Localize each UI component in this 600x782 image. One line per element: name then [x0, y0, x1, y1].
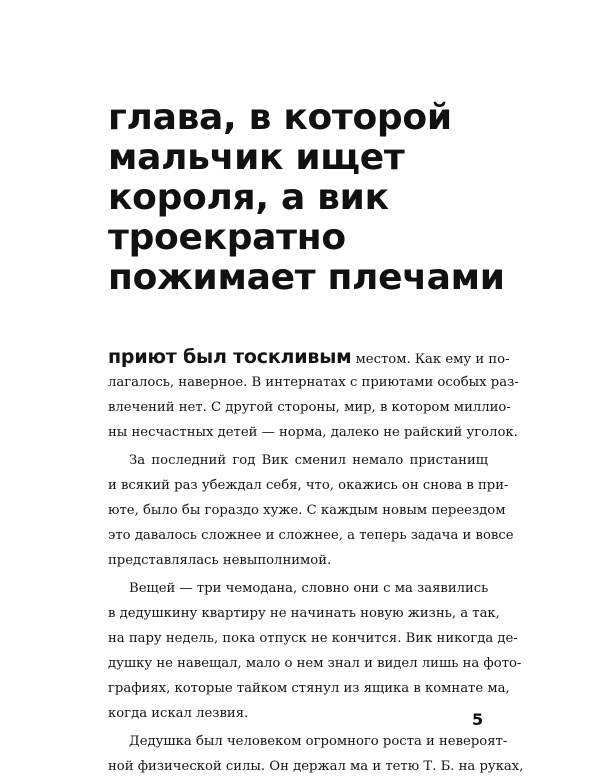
text-line [108, 345, 510, 370]
text-line: ны несчастных детей — норма, далеко не райский уголок. [108, 425, 518, 440]
paragraph-4 [108, 729, 524, 779]
paragraph-2 [108, 448, 514, 573]
text-line: юте, было бы гораздо хуже. С каждым новым переездом [108, 503, 506, 518]
text-line: влечений нет. С другой стороны, мир, в котором миллио- [108, 400, 511, 415]
text-line: и всякий раз убеждал себя, что, окажись он снова в при- [108, 478, 509, 493]
text-line: душку не навещал, мало о нем знал и видел лишь на фото- [108, 656, 522, 671]
text-line: графиях, которые тайком стянул из ящика в комнате ма, [108, 681, 510, 696]
text-line: когда искал лезвия. [108, 706, 249, 721]
text-line: Дедушка был человеком огромного роста и невероят- [129, 734, 508, 749]
body-text [108, 345, 524, 782]
paragraph-1 [108, 345, 519, 445]
lead-phrase: приют был тоскливым [108, 346, 352, 368]
lead-line-rest: местом. Как ему и по- [355, 352, 510, 367]
text-line: За последний год Вик сменил немало пристанищ [129, 453, 488, 468]
paragraph-3 [108, 576, 522, 726]
text-line: это давалось сложнее и сложнее, а теперь задача и вовсе [108, 528, 514, 543]
text-line: представлялась невыполнимой. [108, 553, 332, 568]
text-line: ной физической силы. Он держал ма и тетю Т. Б. на руках, [108, 759, 524, 774]
chapter-title-line: глава, в которой [108, 97, 452, 138]
text-line: на пару недель, пока отпуск не кончится. Вик никогда де- [108, 631, 518, 646]
chapter-title-line: троекратно [108, 217, 346, 258]
text-line: в дедушкину квартиру не начинать новую жизнь, а так, [108, 606, 500, 621]
chapter-title-line: короля, а вик [108, 177, 389, 218]
chapter-title-line: мальчик ищет [108, 137, 405, 178]
text-line: Вещей — три чемодана, словно они с ма заявились [129, 581, 489, 596]
chapter-title-line: пожимает плечами [108, 257, 505, 298]
text-line: лагалось, наверное. В интернатах с приютами особых раз- [108, 375, 519, 390]
chapter-title [108, 98, 508, 298]
page-number: 5 [472, 710, 484, 729]
